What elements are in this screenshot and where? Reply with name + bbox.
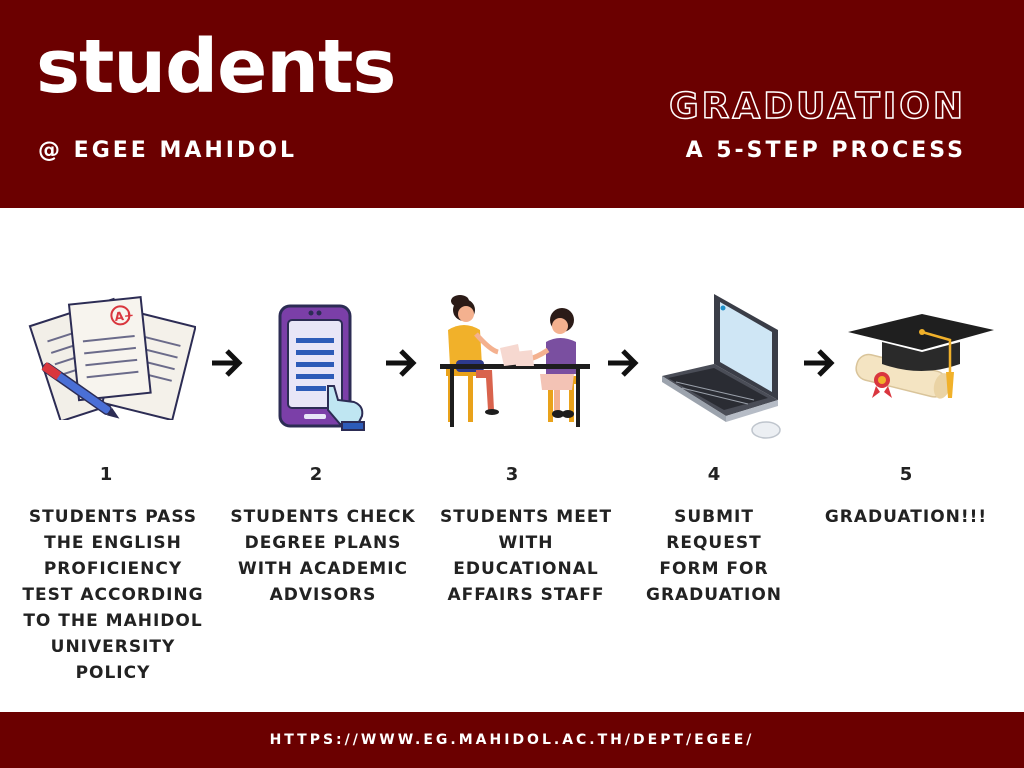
step-4-number: 4: [707, 464, 721, 485]
footer-url-link[interactable]: HTTPS://WWW.EG.MAHIDOL.AC.TH/DEPT/EGEE/: [269, 732, 755, 748]
footer-banner: [0, 712, 1024, 768]
svg-text:A+: A+: [113, 307, 135, 324]
meeting-icon: [436, 294, 592, 430]
arrow-right-icon: [802, 346, 836, 380]
step-1-description: STUDENTS PASS THE ENGLISH PROFICIENCY TEST ACCORDING TO THE MAHIDOL UNIVERSITY POLICY: [22, 507, 204, 683]
graduation-cap-icon: [846, 312, 996, 412]
process-title: GRADUATION: [669, 86, 966, 127]
step-2-description: STUDENTS CHECK DEGREE PLANS WITH ACADEMIC ADVISORS: [230, 507, 416, 605]
step-5-description: GRADUATION!!!: [824, 507, 988, 527]
smartphone-tap-icon: [268, 300, 378, 432]
brand-subtitle: @ EGEE MAHIDOL: [38, 138, 297, 163]
step-1-number: 1: [99, 464, 113, 485]
header-banner: [0, 0, 1024, 208]
arrow-right-icon: [384, 346, 418, 380]
arrow-right-icon: [606, 346, 640, 380]
exam-papers-icon: [26, 290, 196, 420]
step-2-number: 2: [309, 464, 323, 485]
arrow-right-icon: [210, 346, 244, 380]
step-4-description: SUBMIT REQUEST FORM FOR GRADUATION: [645, 507, 783, 605]
step-3-description: STUDENTS MEET WITH EDUCATIONAL AFFAIRS STAFF: [439, 507, 613, 605]
step-3-number: 3: [505, 464, 519, 485]
process-subtitle: A 5-STEP PROCESS: [685, 138, 966, 163]
brand-title: students: [36, 24, 396, 110]
laptop-icon: [658, 290, 786, 442]
step-5-number: 5: [899, 464, 913, 485]
